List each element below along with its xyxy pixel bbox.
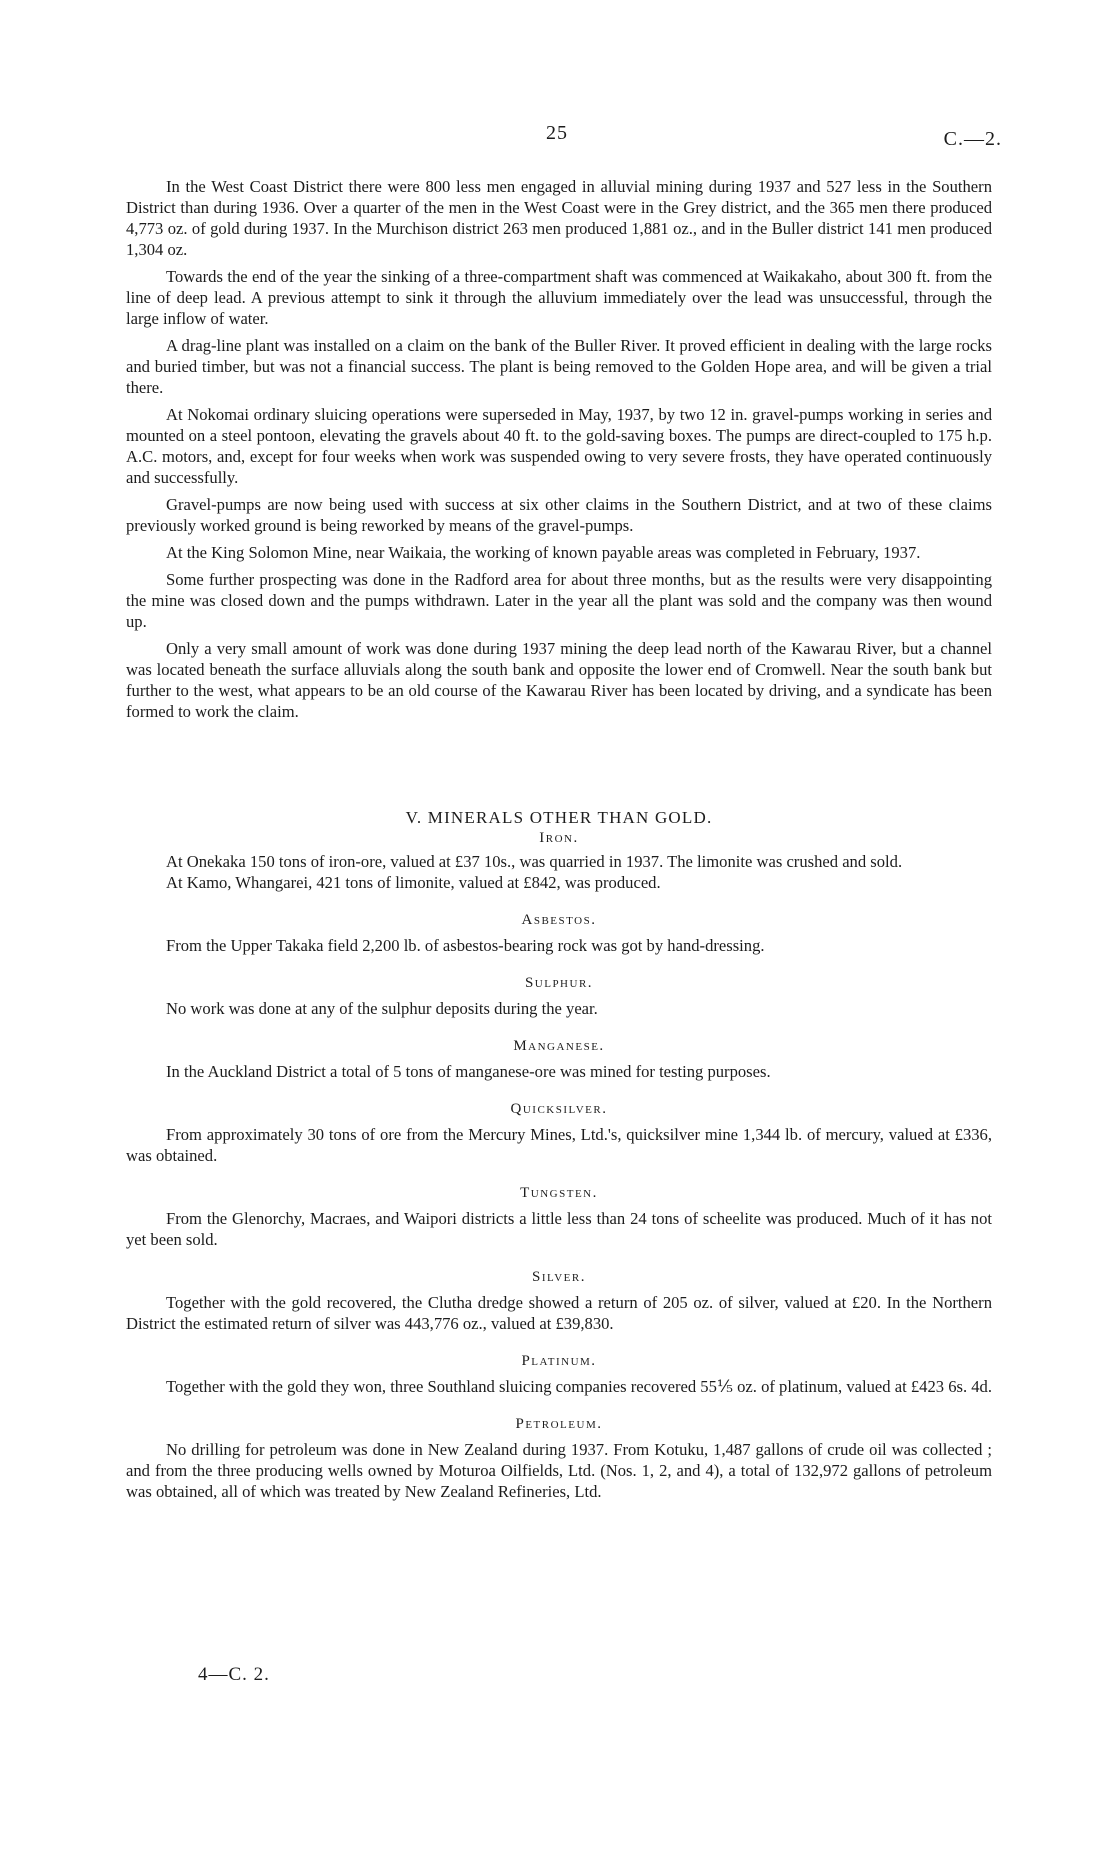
page-number: 25 bbox=[546, 122, 568, 144]
heading-quicksilver: Quicksilver. bbox=[510, 1101, 608, 1117]
heading-platinum: Platinum. bbox=[521, 1353, 597, 1369]
heading-tungsten: Tungsten. bbox=[520, 1185, 598, 1201]
paragraph-nokomai: At Nokomai ordinary sluicing operations were superseded in May, 1937, by two 12 in. gravel-pumps working in series and mounted on a steel pontoon, elevating the gravels about 40 ft. to the gold-saving boxes. The pumps are direct-coupled to 175 h.p. A.C. motors, and, except for four weeks when work was suspended owing to very severe frosts, they have operated continuously and successfully. bbox=[126, 405, 992, 487]
paragraph-sulphur: No work was done at any of the sulphur deposits during the year. bbox=[166, 999, 598, 1018]
paragraph-platinum: Together with the gold they won, three Southland sluicing companies recovered 55⅕ oz. of platinum, valued at £423 6s. 4d. bbox=[166, 1377, 992, 1396]
paragraph-gravel-pumps: Gravel-pumps are now being used with success at six other claims in the Southern District, and at two of these claims previously worked ground is being reworked by means of the gravel-pumps. bbox=[126, 495, 992, 535]
heading-silver: Silver. bbox=[532, 1269, 586, 1285]
heading-manganese: Manganese. bbox=[513, 1038, 605, 1054]
paragraph-petroleum: No drilling for petroleum was done in New Zealand during 1937. From Kotuku, 1,487 gallons of crude oil was collected ; and from the three producing wells owned by Moturoa Oilfields, Ltd. (Nos. 1, 2, and 4), a total of 132,972 gallons of petroleum was obtained, all of which was treated by New Zealand Refineries, Ltd. bbox=[126, 1440, 992, 1501]
paragraph-manganese: In the Auckland District a total of 5 tons of manganese-ore was mined for testing purposes. bbox=[166, 1062, 771, 1081]
paragraph-kawarau: Only a very small amount of work was done during 1937 mining the deep lead north of the Kawarau River, but a channel was located beneath the surface alluvials along the south bank and opposite the lower end of Cromwell. Near the south bank but further to the west, what appears to be an old course of the Kawarau River has been located by driving, and a syndicate has been formed to work the claim. bbox=[126, 639, 992, 721]
paragraph-tungsten: From the Glenorchy, Macraes, and Waipori districts a little less than 24 tons of scheelite was produced. Much of it has not yet been sold. bbox=[126, 1209, 992, 1249]
paragraph-iron-onekaka: At Onekaka 150 tons of iron-ore, valued at £37 10s., was quarried in 1937. The limonite was crushed and sold. bbox=[166, 852, 903, 871]
heading-sulphur: Sulphur. bbox=[524, 975, 594, 991]
paragraph-radford: Some further prospecting was done in the Radford area for about three months, but as the results were very disappointing the mine was closed down and the pumps withdrawn. Later in the year all the plant was sold and the company was then wound up. bbox=[126, 570, 992, 631]
heading-iron: Iron. bbox=[539, 830, 579, 846]
heading-petroleum: Petroleum. bbox=[515, 1416, 603, 1432]
paragraph-iron-kamo: At Kamo, Whangarei, 421 tons of limonite, valued at £842, was produced. bbox=[166, 873, 661, 892]
paragraph-west-coast: In the West Coast District there were 800 less men engaged in alluvial mining during 1937 and 527 less in the Southern District than during 1936. Over a quarter of the men in the West Coast were in the Grey district, and the 365 men there produced 4,773 oz. of gold during 1937. In the Murchison district 263 men produced 1,881 oz., and in the Buller district 141 men produced 1,304 oz. bbox=[126, 177, 992, 259]
paragraph-drag-line: A drag-line plant was installed on a claim on the bank of the Buller River. It proved efficient in dealing with the large rocks and buried timber, but was not a financial success. The plant is being removed to the Golden Hope area, and will be given a trial there. bbox=[126, 336, 992, 397]
document-reference: C.—2. bbox=[943, 128, 1002, 150]
paragraph-silver: Together with the gold recovered, the Clutha dredge showed a return of 205 oz. of silver, valued at £20. In the Northern District the estimated return of silver was 443,776 oz., valued at £39,830. bbox=[126, 1293, 992, 1333]
section-title: V. MINERALS OTHER THAN GOLD. bbox=[405, 808, 713, 827]
heading-asbestos: Asbestos. bbox=[521, 912, 597, 928]
minerals-section bbox=[126, 808, 992, 1502]
paragraph-asbestos: From the Upper Takaka field 2,200 lb. of asbestos-bearing rock was got by hand-dressing. bbox=[166, 936, 765, 955]
alluvial-mining-section bbox=[126, 176, 992, 728]
paragraph-waikakaho: Towards the end of the year the sinking of a three-compartment shaft was commenced at Waikakaho, about 300 ft. from the line of deep lead. A previous attempt to sink it through the alluvium immediately over the lead was unsuccessful, through the large inflow of water. bbox=[126, 267, 992, 328]
paragraph-quicksilver: From approximately 30 tons of ore from the Mercury Mines, Ltd.'s, quicksilver mine 1,344 lb. of mercury, valued at £336, was obtained. bbox=[126, 1125, 992, 1165]
footer-signature: 4—C. 2. bbox=[198, 1664, 270, 1685]
paragraph-king-solomon: At the King Solomon Mine, near Waikaia, the working of known payable areas was completed in February, 1937. bbox=[166, 543, 921, 562]
